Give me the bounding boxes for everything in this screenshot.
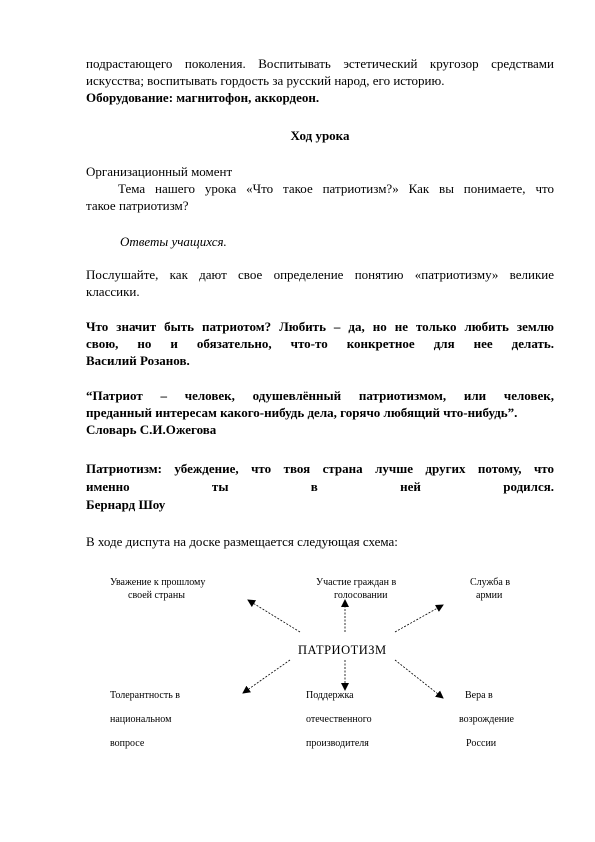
quote-shaw-line-1: Патриотизм: убеждение, что твоя страна лучше других потому, что (86, 461, 554, 476)
node-support-line-3: производителя (306, 738, 369, 749)
topic-line-2: такое патриотизм? (86, 198, 189, 213)
arrow-to-respect-past (248, 600, 300, 632)
listen-line-1: Послушайте, как дают свое определение понятию «патриотизму» великие (86, 267, 554, 282)
quote-ozhegov-line-2: преданный интересам какого-нибудь дела, горячо любящий что-нибудь”. (86, 405, 518, 420)
node-tolerance-line-3: вопросе (110, 738, 145, 749)
org-moment-label: Организационный момент (86, 164, 233, 179)
node-tolerance-line-2: национальном (110, 714, 172, 725)
node-faith-line-1: Вера в (465, 690, 493, 701)
arrow-to-army (395, 605, 443, 632)
node-voting-line-1: Участие граждан в (316, 577, 397, 588)
arrow-to-tolerance (243, 660, 290, 693)
arrow-to-faith (395, 660, 443, 698)
students-answers: Ответы учащихся. (120, 234, 227, 249)
node-army-line-2: армии (476, 590, 503, 601)
node-respect-past-line-1: Уважение к прошлому (110, 577, 206, 588)
paragraph-goals-line-1: подрастающего поколения. Воспитывать эстетический кругозор средствами (86, 56, 554, 71)
quote-rozanov-line-1: Что значит быть патриотом? Любить – да, но не только любить землю (86, 319, 554, 334)
quote-rozanov-line-2: свою, но и обязательно, что-то конкретное для нее делать. (86, 336, 554, 351)
quote-ozhegov-source: Словарь С.И.Ожегова (86, 422, 217, 437)
paragraph-goals-line-2: искусства; воспитывать гордость за русский народ, его историю. (86, 73, 445, 88)
node-army-line-1: Служба в (470, 577, 511, 588)
listen-line-2: классики. (86, 284, 140, 299)
scheme-intro: В ходе диспута на доске размещается следующая схема: (86, 534, 398, 549)
scheme-center-patriotism: ПАТРИОТИЗМ (298, 643, 387, 657)
quote-rozanov-author: Василий Розанов. (86, 353, 190, 368)
equipment-line: Оборудование: магнитофон, аккордеон. (86, 90, 320, 105)
node-support-line-2: отечественного (306, 714, 372, 725)
node-faith-line-3: России (466, 738, 497, 749)
quote-ozhegov-line-1: “Патриот – человек, одушевлённый патриотизмом, или человек, (86, 388, 554, 403)
node-tolerance-line-1: Толерантность в (110, 690, 181, 701)
quote-shaw-author: Бернард Шоу (86, 497, 166, 512)
node-faith-line-2: возрождение (459, 714, 514, 725)
quote-shaw-line-2: именно ты в ней родился. (86, 479, 554, 494)
lesson-heading: Ход урока (290, 128, 350, 143)
node-respect-past-line-2: своей страны (128, 590, 185, 601)
topic-line-1: Тема нашего урока «Что такое патриотизм?» Как вы понимаете, что (118, 181, 554, 196)
node-support-line-1: Поддержка (306, 690, 354, 701)
node-voting-line-2: голосовании (334, 590, 388, 601)
